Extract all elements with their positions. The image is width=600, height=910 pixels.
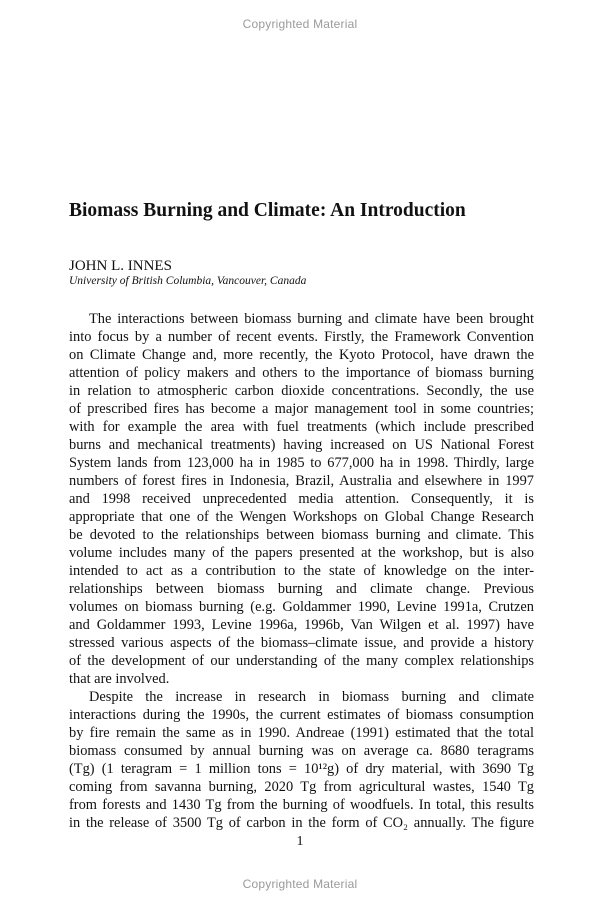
text-line: in relation to atmospheric carbon dioxide concentrations. Secondly, the use [69, 383, 534, 399]
text-line: biomass consumed by annual burning was on average ca. 8680 teragrams [69, 743, 534, 759]
article-body [69, 310, 534, 832]
article-title: Biomass Burning and Climate: An Introduction [69, 200, 466, 221]
text-line: burns and mechanical treatments) having increased on US National Forest [69, 437, 534, 453]
paragraph-1 [69, 310, 534, 688]
text-line: by fire remain the same as in 1990. Andreae (1991) estimated that the total [69, 725, 534, 741]
text-line: intended to act as a contribution to the state of knowledge on the inter- [69, 563, 534, 579]
page-number: 1 [296, 834, 304, 849]
text-line: from forests and 1430 Tg from the burning of woodfuels. In total, this results [69, 797, 534, 813]
author-name: JOHN L. INNES [69, 258, 172, 274]
text-line: of the development of our understanding of the many complex relationships [69, 653, 534, 669]
text-line: Despite the increase in research in biomass burning and climate [89, 689, 534, 705]
copyright-watermark-bottom: Copyrighted Material [242, 877, 358, 891]
text-line: The interactions between biomass burning and climate have been brought [89, 311, 534, 327]
text-line: that are involved. [69, 671, 170, 687]
text-line: of prescribed fires has become a major management tool in some countries; [69, 401, 534, 417]
text-line: volumes on biomass burning (e.g. Goldammer 1990, Levine 1991a, Crutzen [69, 599, 534, 615]
text-line: coming from savanna burning, 2020 Tg from agricultural wastes, 1540 Tg [69, 779, 534, 795]
text-line: and Goldammer 1993, Levine 1996a, 1996b, Van Wilgen et al. 1997) have [69, 617, 534, 633]
text-line: into focus by a number of recent events. Firstly, the Framework Convention [69, 329, 534, 345]
text-line: System lands from 123,000 ha in 1985 to 677,000 ha in 1998. Thirdly, large [69, 455, 534, 471]
author-affiliation: University of British Columbia, Vancouver, Canada [69, 275, 307, 287]
paragraph-2 [69, 688, 534, 832]
text-line: relationships between biomass burning and climate change. Previous [69, 581, 534, 597]
copyright-watermark-top: Copyrighted Material [242, 17, 358, 31]
text-line: in the release of 3500 Tg of carbon in the form of CO₂ annually. The figure [69, 815, 534, 831]
text-line: (Tg) (1 teragram = 1 million tons = 10¹²g) of dry material, with 3690 Tg [69, 761, 534, 777]
text-line: and 1998 received unprecedented media attention. Consequently, it is [69, 491, 534, 507]
text-line: on Climate Change and, more recently, the Kyoto Protocol, have drawn the [69, 347, 534, 363]
text-line: attention of policy makers and others to the importance of biomass burning [69, 365, 534, 381]
text-line: volume includes many of the papers presented at the workshop, but is also [69, 545, 534, 561]
text-line: be devoted to the relationships between biomass burning and climate. This [69, 527, 534, 543]
text-line: appropriate that one of the Wengen Workshops on Global Change Research [69, 509, 534, 525]
text-line: stressed various aspects of the biomass–climate issue, and provide a history [69, 635, 534, 651]
text-line: numbers of forest fires in Indonesia, Brazil, Australia and elsewhere in 1997 [69, 473, 534, 489]
text-line: with for example the area with fuel treatments (which include prescribed [69, 419, 534, 435]
text-line: interactions during the 1990s, the current estimates of biomass consumption [69, 707, 534, 723]
